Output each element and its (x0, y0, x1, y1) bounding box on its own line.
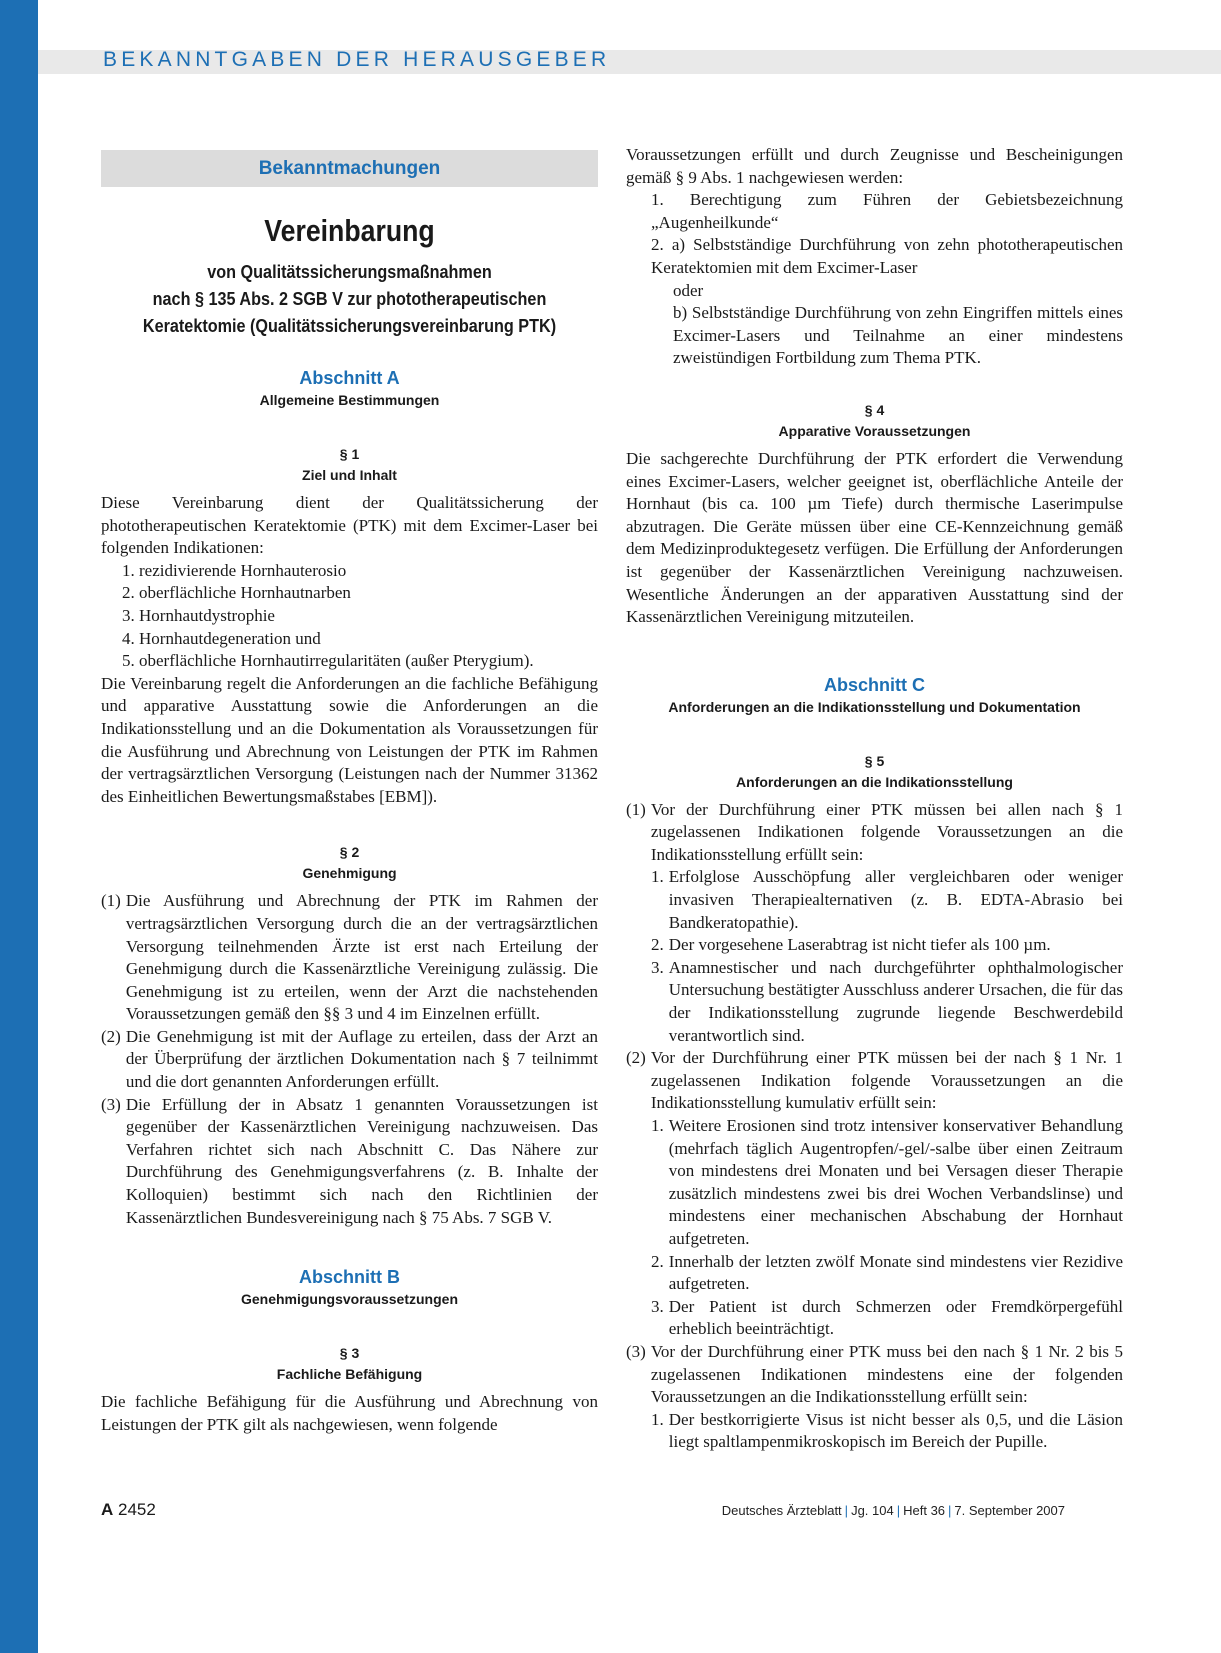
qualification-item: b) Selbstständige Durchführung von zehn Eingriffen mittels eines Excimer-Lasers und Teilnahme an einer mindestens zweistündigen Fortbildung zum Thema PTK. (673, 303, 1123, 368)
section-a-heading: Abschnitt A (299, 368, 400, 388)
page-number (101, 1500, 156, 1520)
paragraph-3-number: § 3 (339, 1345, 360, 1362)
paragraph-3-continued (626, 144, 1123, 370)
paragraph-5-abs1: (1) Vor der Durchführung einer PTK müssen bei allen nach § 1 zugelassenen Indikationen folgende Voraussetzungen an die Indikationsstellung erfüllt sein: (626, 799, 1123, 867)
paragraph-1-outro: Die Vereinbarung regelt die Anforderungen an die fachliche Befähigung und apparative Ausstattung sowie die Anforderungen an die Indikationsstellung und an die Dokumentation als Voraussetzungen für die Ausführung und Abrechnung von Leistungen der PTK im Rahmen der vertragsärztlichen Versorgung (Leistungen nach der Nummer 31362 des Einheitlichen Bewertungsmaßstabes [EBM]). (101, 673, 598, 806)
page-title: Vereinbarung (264, 213, 435, 248)
indication-item: 3. Hornhautdystrophie (122, 605, 275, 625)
abs2-item (626, 1296, 1123, 1341)
left-column (101, 150, 598, 1436)
paragraph-1-title: Ziel und Inhalt (302, 467, 397, 483)
indication-item: 2. oberflächliche Hornhautnarben (122, 583, 351, 603)
paragraph-5-number: § 5 (864, 752, 885, 769)
paragraph-5-body (626, 799, 1123, 1454)
paragraph-4-number: § 4 (864, 401, 885, 418)
abs1-text: Vor der Durchführung einer PTK müssen bei allen nach § 1 zugelassenen Indikationen folgende Voraussetzungen an die Indikationsstellung erfüllt sein: (650, 799, 1123, 864)
paragraph-2-number: § 2 (339, 844, 360, 861)
item-number: 1. (651, 1116, 664, 1135)
section-c-subheading: Anforderungen an die Indikationsstellung und Dokumentation (668, 698, 1081, 715)
journal-name: Deutsches Ärzteblatt (721, 1503, 842, 1518)
abs1-item (626, 934, 1123, 957)
item-number: (1) (101, 891, 121, 911)
indication-item: 4. Hornhautdegeneration und (122, 628, 321, 648)
page-prefix: A (101, 1500, 114, 1519)
abs2-item (626, 1251, 1123, 1296)
paragraph-2-body (101, 890, 598, 1229)
item-text: Die Ausführung und Abrechnung der PTK im Rahmen der vertragsärztlichen Versorgung durch die an der vertragsärztlichen Versorgung teilnehmenden Ärzte ist erst nach Erteilung der Genehmigung durch die Kassenärztliche Vereinigung zulässig. Die Genehmigung ist zu erteilen, wenn der Arzt die nachstehenden Voraussetzungen gemäß den §§ 3 und 4 im Einzelnen erfüllt. (125, 891, 598, 1024)
paragraph-2-item (101, 1094, 598, 1230)
abs1-item (626, 866, 1123, 934)
paragraph-1-intro: Diese Vereinbarung dient der Qualitätssicherung der phototherapeutischen Keratektomie (PTK) mit dem Excimer-Laser bei folgenden Indikationen: (101, 493, 598, 558)
paragraph-2-title: Genehmigung (302, 865, 397, 882)
left-accent-bar (0, 0, 38, 1653)
item-text: Innerhalb der letzten zwölf Monate sind mindestens vier Rezidive aufgetreten. (668, 1251, 1123, 1294)
item-text: Der bestkorrigierte Visus ist nicht besser als 0,5, und die Läsion liegt spaltlampenmikroskopisch im Bereich der Pupille. (668, 1409, 1123, 1452)
indication-item: 1. rezidivierende Hornhauterosio (122, 560, 347, 580)
paragraph-4-body (626, 448, 1123, 629)
paragraph-5-title: Anforderungen an die Indikationsstellung (736, 773, 1013, 790)
item-number: 3. (651, 1296, 664, 1316)
paragraph-3-cont: Voraussetzungen erfüllt und durch Zeugnisse und Bescheinigungen gemäß § 9 Abs. 1 nachgewiesen werden: (626, 145, 1123, 187)
subtitle (101, 259, 598, 340)
subtitle-line: Keratektomie (Qualitätssicherungsvereinbarung PTK) (142, 316, 557, 336)
category-box (101, 150, 598, 187)
paragraph-5-abs2: (2) Vor der Durchführung einer PTK müssen bei der nach § 1 Nr. 1 zugelassenen Indikation folgende Voraussetzungen an die Indikationsstellung kumulativ erfüllt sein: (626, 1047, 1123, 1115)
right-column (626, 144, 1123, 1454)
item-text: Anamnestischer und nach durchgeführter ophthalmologischer Untersuchung bestätigter Ausschluss anderer Ursachen, die für das der Indikationsstellung zugrunde liegende Beschwerdebild verantwortlich sind. (668, 957, 1123, 1045)
paragraph-3-title: Fachliche Befähigung (276, 1366, 423, 1383)
journal-issue: Heft 36 (903, 1503, 946, 1518)
item-number: 2. (651, 1251, 664, 1271)
item-text: Der Patient ist durch Schmerzen oder Fremdkörpergefühl erheblich beeinträchtigt. (668, 1296, 1123, 1339)
category-label: Bekanntmachungen (258, 157, 441, 179)
journal-info: Deutsches Ärzteblatt | Jg. 104 | Heft 36 | 7. September 2007 (721, 1503, 1065, 1518)
qualification-item: 2. a) Selbstständige Durchführung von zehn phototherapeutischen Keratektomien mit dem Excimer-Laser (651, 235, 1123, 277)
item-number: 3. (651, 957, 664, 977)
paragraph-4-text: Die sachgerechte Durchführung der PTK erfordert die Verwendung eines Excimer-Lasers, welcher geeignet ist, oberflächliche Anteile der Hornhaut (bis ca. 100 µm Tiefe) durch thermische Laserimpulse abzutragen. Die Geräte müssen über eine CE-Kennzeichnung gemäß dem Medizinproduktegesetz verfügen. Die Erfüllung der Anforderungen ist gegenüber der Kassenärztlichen Vereinigung nachzuweisen. Wesentliche Änderungen an der apparativen Ausstattung sind der Kassenärztlichen Vereinigung mitzuteilen. (626, 448, 1123, 627)
journal-date: 7. September 2007 (954, 1503, 1065, 1518)
item-text: Weitere Erosionen sind trotz intensiver konservativer Behandlung (mehrfach täglich Augentropfen/-gel/-salbe über einen Zeitraum von mindestens drei Monaten und bei Versagen dieser Therapie zusätzlich mindestens zwei bis drei Wochen Verbandslinse) und mindestens einer mechanischen Abschabung der Hornhaut aufgetreten. (668, 1116, 1123, 1248)
section-c-heading: Abschnitt C (824, 674, 925, 695)
item-text: Die Genehmigung ist mit der Auflage zu erteilen, dass der Arzt an der Überprüfung der ärztlichen Dokumentation nach § 7 teilnimmt und die dort genannten Anforderungen erfüllt. (125, 1026, 598, 1092)
indication-item: 5. oberflächliche Hornhautirregularitäten (außer Pterygium). (122, 651, 534, 671)
paragraph-4-title: Apparative Voraussetzungen (778, 422, 971, 439)
item-number: (2) (101, 1026, 121, 1046)
paragraph-3-body (101, 1391, 598, 1436)
item-number: 1. (651, 1409, 664, 1429)
abs1-item (626, 957, 1123, 1047)
item-number: (3) (101, 1094, 121, 1114)
item-number: 1. (651, 867, 664, 887)
item-text: Der vorgesehene Laserabtrag ist nicht tiefer als 100 µm. (668, 935, 1051, 955)
paragraph-1-number: § 1 (339, 446, 360, 462)
paragraph-1-body (101, 492, 598, 808)
item-number: 2. (651, 935, 664, 955)
qualification-oder: oder (673, 280, 704, 300)
section-header: BEKANNTGABEN DER HERAUSGEBER (103, 48, 611, 71)
abs3-text: Vor der Durchführung einer PTK muss bei den nach § 1 Nr. 2 bis 5 zugelassenen Indikationen mindestens eine der folgenden Voraussetzungen an die Indikationsstellung erfüllt sein: (650, 1341, 1123, 1407)
page-number-value: 2452 (118, 1500, 156, 1519)
paragraph-5-abs3: (3) Vor der Durchführung einer PTK muss bei den nach § 1 Nr. 2 bis 5 zugelassenen Indikationen mindestens eine der folgenden Voraussetzungen an die Indikationsstellung erfüllt sein: (626, 1341, 1123, 1409)
paragraph-2-item (101, 890, 598, 1026)
section-b-heading: Abschnitt B (299, 1267, 400, 1288)
subtitle-line: nach § 135 Abs. 2 SGB V zur phototherapeutischen (152, 289, 547, 309)
item-text: Die Erfüllung der in Absatz 1 genannten Voraussetzungen ist gegenüber der Kassenärztlichen Vereinigung nachzuweisen. Das Verfahren richtet sich nach Abschnitt C. Das Nähere zur Durchführung des Genehmigungsverfahrens (z. B. Inhalte der Kolloquien) bestimmt sich nach den Richtlinien der Kassenärztlichen Bundesvereinigung nach § 75 Abs. 7 SGB V. (125, 1094, 598, 1227)
journal-volume: Jg. 104 (851, 1503, 894, 1518)
subtitle-line: von Qualitätssicherungsmaßnahmen (207, 262, 492, 282)
abs3-item (626, 1409, 1123, 1454)
abs2-text: Vor der Durchführung einer PTK müssen bei der nach § 1 Nr. 1 zugelassenen Indikation folgende Voraussetzungen an die Indikationsstellung kumulativ erfüllt sein: (650, 1048, 1123, 1113)
section-b-subheading: Genehmigungsvoraussetzungen (240, 1291, 459, 1308)
paragraph-2-item (101, 1026, 598, 1094)
section-a-subheading: Allgemeine Bestimmungen (259, 392, 440, 408)
item-text: Erfolglose Ausschöpfung aller vergleichbaren oder weniger invasiven Therapiealternativen (z. B. EDTA-Abrasio bei Bandkeratopathie). (668, 867, 1123, 932)
paragraph-3-intro: Die fachliche Befähigung für die Ausführung und Abrechnung von Leistungen der PTK gilt als nachgewiesen, wenn folgende (101, 1392, 598, 1434)
qualification-item: 1. Berechtigung zum Führen der Gebietsbezeichnung „Augenheilkunde“ (651, 190, 1123, 232)
abs2-item (626, 1115, 1123, 1251)
